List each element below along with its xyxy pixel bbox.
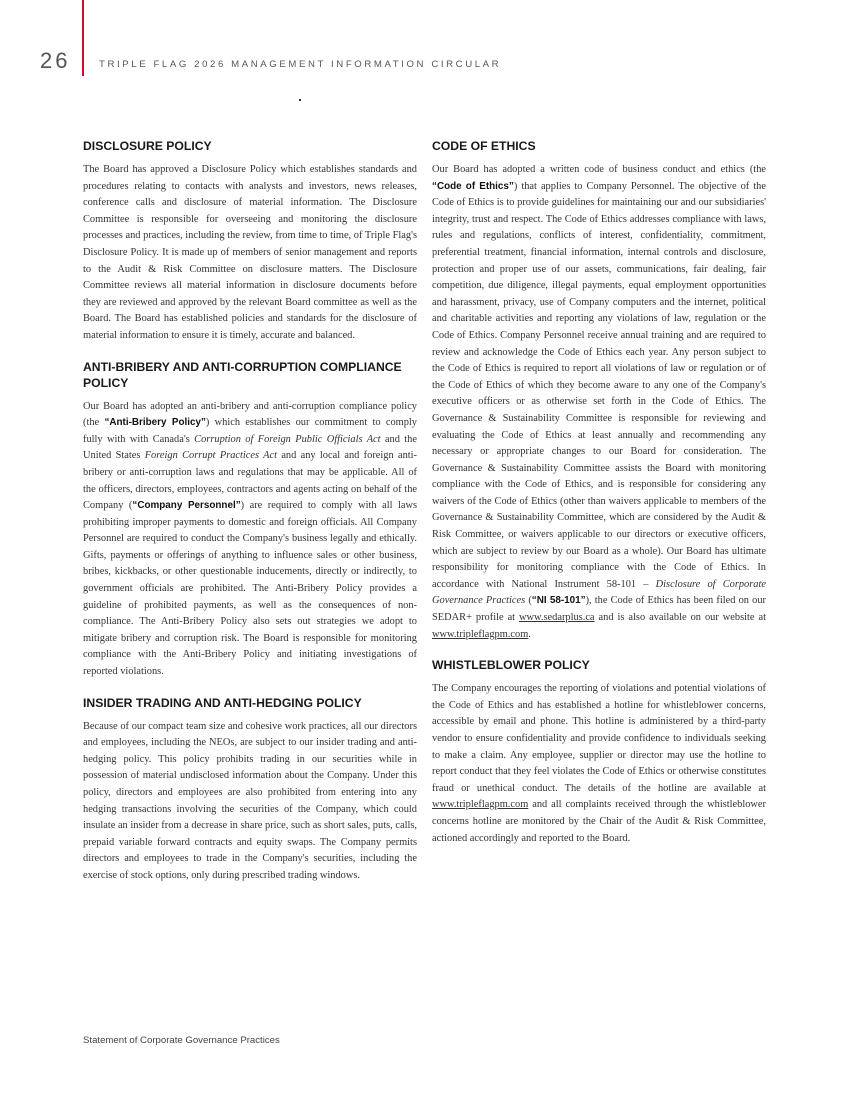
insider-trading-heading: INSIDER TRADING AND ANTI-HEDGING POLICY bbox=[83, 695, 362, 710]
whistleblower-heading: WHISTLEBLOWER POLICY bbox=[432, 658, 590, 673]
whistleblower-section bbox=[432, 657, 766, 847]
code-of-ethics-heading: CODE OF ETHICS bbox=[432, 139, 536, 153]
hotline-website-link[interactable]: www.tripleflagpm.com bbox=[432, 799, 529, 811]
insider-trading-text: Because of our compact team size and cohesive work practices, all our directors and employees, including the NEOs, are subject to our insider trading and anti-hedging policy. This policy prohibits trading in our securities while in possession of material undisclosed information about the Company. Under this policy, directors and employees are also prohibited from entering into any hedging transactions involving the securities of the Company, which could insulate an insider from a decrease in share price, such as short sales, puts, calls, prepaid variable forward contracts and equity swaps. The Company permits directors and employees to trade in the Company's securities, including the exercise of stock options, only during prescribed trading windows. bbox=[83, 720, 417, 881]
anti-bribery-section bbox=[83, 359, 417, 681]
right-column bbox=[432, 138, 766, 861]
insider-trading-section bbox=[83, 695, 417, 885]
footer-section-title: Statement of Corporate Governance Practices bbox=[83, 1035, 280, 1046]
tripleflag-website-link[interactable]: www.tripleflagpm.com bbox=[432, 628, 529, 640]
left-column bbox=[83, 138, 417, 899]
page-number: 26 bbox=[40, 48, 71, 73]
disclosure-policy-section bbox=[83, 138, 417, 345]
header-accent-rule bbox=[82, 0, 84, 76]
disclosure-policy-text: The Board has approved a Disclosure Policy which establishes standards and procedures relating to contacts with analysts and investors, news releases, conference calls and disclosure of material information. The Disclosure Committee is responsible for overseeing and monitoring the disclosure processes and practices, including the review, from time to time, of Triple Flag's Disclosure Policy. It is made up of members of senior management and reports to the Audit & Risk Committee on disclosure matters. The Disclosure Committee reviews all material information in disclosure documents before they are reviewed and approved by the relevant Board committee as well as the Board. The Board has established policies and standards for the disclosure of material information to ensure it is timely, accurate and balanced. bbox=[83, 164, 417, 341]
whistleblower-text: The Company encourages the reporting of violations and potential violations of the Code of Ethics and has established a hotline for whistleblower concerns, accessible by email and phone. This hotline is administered by a third-party vendor to ensure confidentiality and provide confidence to individuals seeking to make a claim. Any employee, supplier or director may use the hotline to report conduct that they feel violates the Code of Ethics or otherwise constitutes fraud or unethical conduct. The details of the hotline are available at www.tripleflagpm.com and all complaints received through the whistleblower concerns hotline are monitored by the Chair of the Audit & Risk Committee, actioned accordingly and reported to the Board. bbox=[432, 683, 766, 844]
anti-bribery-text: Our Board has adopted an anti-bribery and anti-corruption compliance policy (the “Anti-Bribery Policy”) which establishes our commitment to comply fully with with Canada's Corruption of Foreign Public Officials Act and the United States Foreign Corrupt Practices Act and any local and foreign anti-bribery or anti-corruption laws and regulations that may be applicable. All of the officers, directors, employees, contractors and agents acting on behalf of the Company (“Company Personnel”) are required to comply with all laws prohibiting improper payments to domestic and foreign officials. All Company Personnel are required to conduct the Company's business legally and ethically. Gifts, payments or offerings of anything to influence sales or other business, bribes, kickbacks, or other questionable inducements, directly or indirectly, to government officials are prohibited. The Anti-Bribery Policy provides a guideline of prohibited payments, as well as the consequences of non-compliance. The Anti-Bribery Policy also sets out strategies we adopt to mitigate bribery and corruption risk. The Board is responsible for monitoring compliance with the Anti-Bribery Policy and initiating investigations of reported violations. bbox=[83, 400, 418, 678]
running-header-title: TRIPLE FLAG 2026 MANAGEMENT INFORMATION CIRCULAR bbox=[99, 59, 502, 70]
stray-dot bbox=[299, 99, 301, 101]
sedarplus-link[interactable]: www.sedarplus.ca bbox=[519, 612, 595, 624]
anti-bribery-heading: ANTI-BRIBERY AND ANTI-CORRUPTION COMPLIANCE POLICY bbox=[83, 359, 402, 390]
code-of-ethics-section bbox=[432, 138, 766, 643]
code-of-ethics-text: Our Board has adopted a written code of business conduct and ethics (the “Code of Ethics”) that applies to Company Personnel. The objective of the Code of Ethics is to provide guidelines for maintaining our and our subsidiaries' integrity, trust and respect. The Code of Ethics addresses compliance with laws, rules and regulations, conflicts of interest, confidentiality, commitment, preferential treatment, financial information, internal controls and disclosure, protection and proper use of our assets, communications, fair dealing, fair competition, due diligence, illegal payments, equal employment opportunities and harassment, privacy, use of Company computers and the internet, political and charitable activities and reporting any violations of law, regulation or the Code of Ethics. Company Personnel receive annual training and are required to review and acknowledge the Code of Ethics each year. Any person subject to the Code of Ethics is required to report all violations of law or regulation or of the Code of Ethics of which they become aware to any one of the Company's executive officers or as otherwise set forth in the Code of Ethics. The Governance & Sustainability Committee is responsible for reviewing and evaluating the Code of Ethics at least annually and recommending any necessary or appropriate changes to our Board for consideration. The Governance & Sustainability Committee assists the Board with monitoring compliance with the Code of Ethics, and is responsible for considering any waivers of the Code of Ethics (other than waivers applicable to members of the Governance & Sustainability Committee, which are considered by the Audit & Risk Committee, or waivers applicable to our directors or executive officers, which are subject to review by our Board as a whole). Our Board has ultimate responsibility for monitoring compliance with the Code of Ethics. In accordance with National Instrument 58-101 – Disclosure of Corporate Governance Practices (“NI 58-101”), the Code of Ethics has been filed on our SEDAR+ profile at www.sedarplus.ca and is also available on our website at www.tripleflagpm.com. bbox=[432, 164, 766, 640]
disclosure-policy-heading: DISCLOSURE POLICY bbox=[83, 139, 212, 153]
